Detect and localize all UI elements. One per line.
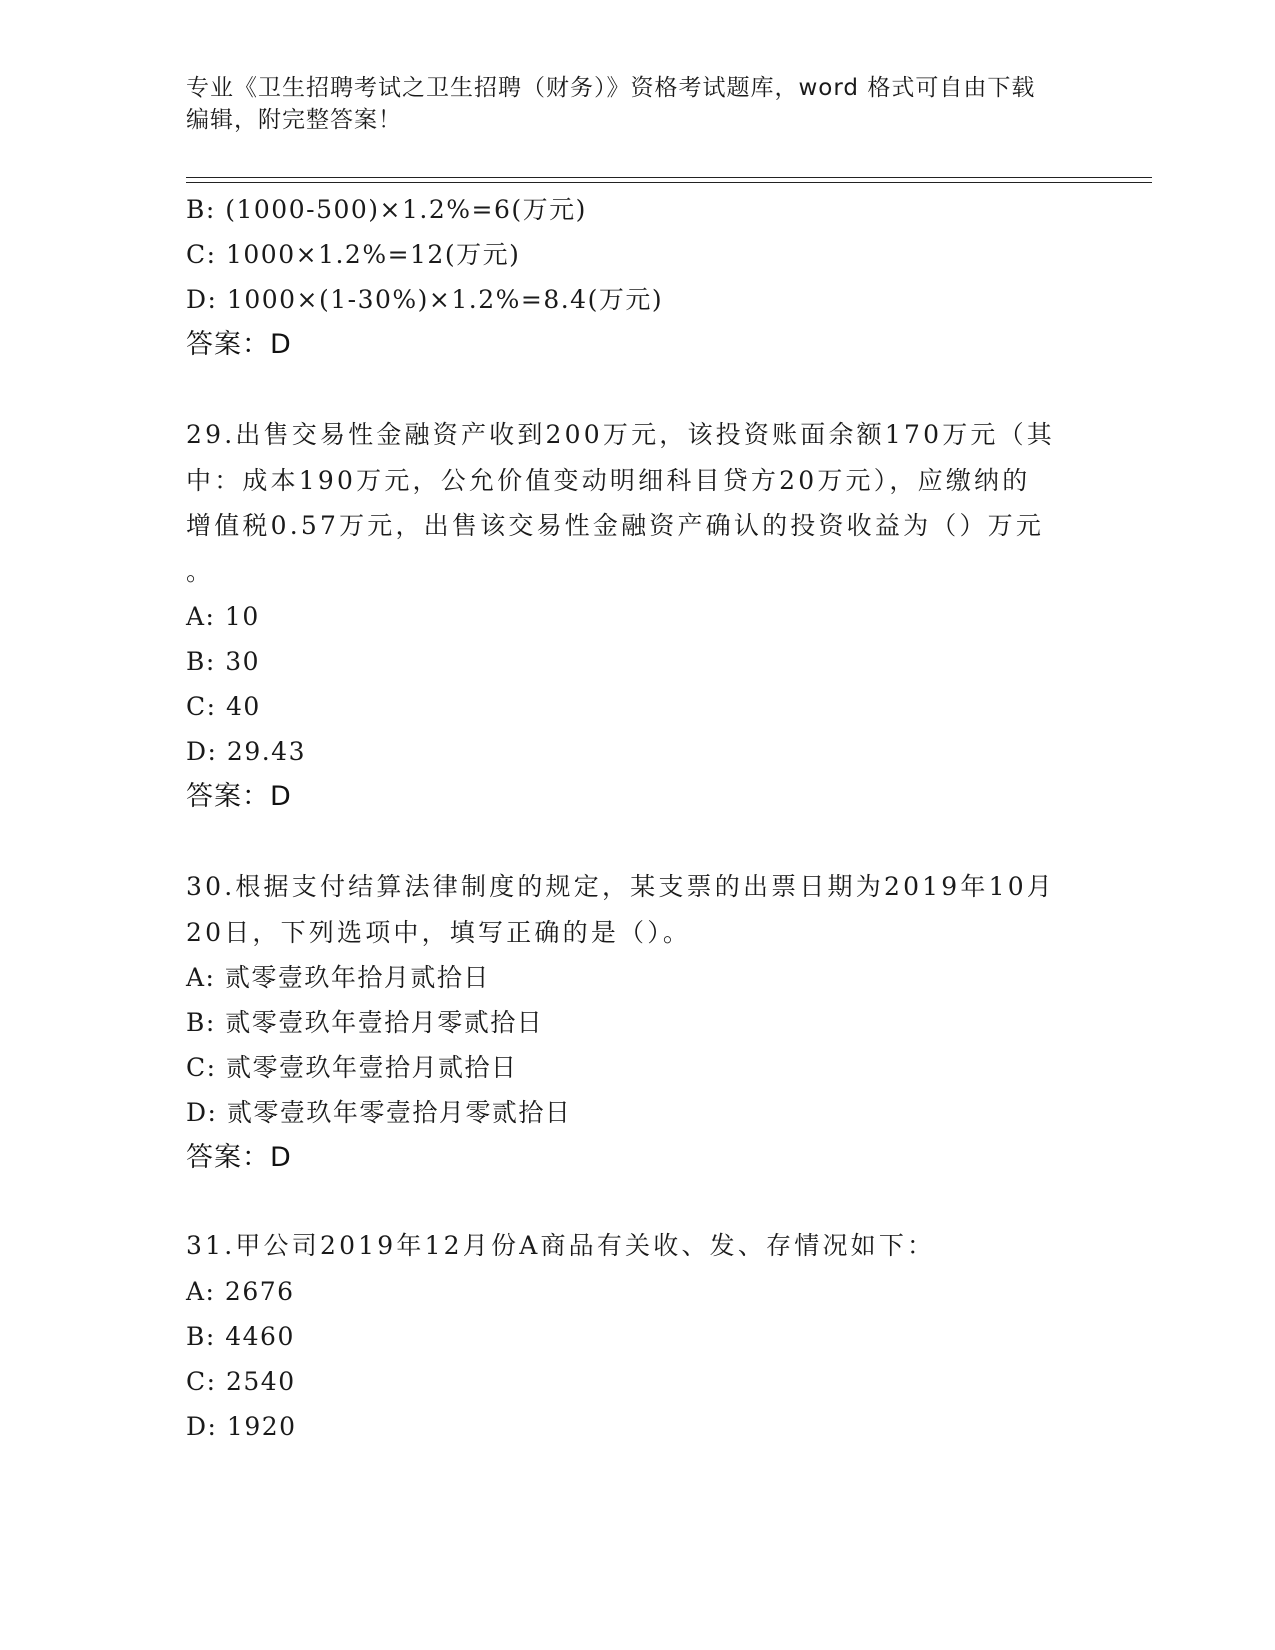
header-line-2: 编辑，附完整答案！ — [186, 107, 402, 133]
document-header — [186, 72, 1066, 136]
question-text-line: 。 — [186, 556, 215, 586]
question-text-line: 29.出售交易性金融资产收到200万元，该投资账面余额170万元（其 — [186, 420, 1055, 449]
option-d: D: 贰零壹玖年零壹拾月零贰拾日 — [186, 1098, 572, 1127]
option-c: C: 40 — [186, 692, 261, 721]
option-d: D: 29.43 — [186, 737, 306, 766]
question-text-line: 中：成本190万元，公允价值变动明细科目贷方20万元），应缴纳的 — [186, 465, 1031, 495]
answer: 答案：D — [186, 329, 292, 360]
spacer — [186, 1180, 1086, 1223]
option-a: A: 2676 — [186, 1276, 295, 1306]
option-b: B: 4460 — [186, 1321, 295, 1351]
option-a: A: 贰零壹玖年拾月贰拾日 — [186, 963, 490, 992]
question-text-line: 20日，下列选项中，填写正确的是（）。 — [186, 917, 692, 947]
question-28 — [186, 187, 1086, 367]
question-text-line: 30.根据支付结算法律制度的规定，某支票的出票日期为2019年10月 — [186, 872, 1055, 901]
question-29 — [186, 412, 1086, 819]
question-31 — [186, 1223, 1086, 1449]
option-d: D: 1000×(1-30%)×1.2%=8.4(万元) — [186, 285, 664, 314]
question-30 — [186, 864, 1086, 1180]
option-c: C: 2540 — [186, 1366, 296, 1396]
header-line-1: 专业《卫生招聘考试之卫生招聘（财务）》资格考试题库，word 格式可自由下载 — [186, 75, 1036, 101]
question-text-line: 31.甲公司2019年12月份A商品有关收、发、存情况如下： — [186, 1231, 936, 1260]
answer: 答案：D — [186, 781, 292, 812]
spacer — [186, 819, 1086, 864]
answer: 答案：D — [186, 1142, 292, 1173]
question-text-line: 增值税0.57万元，出售该交易性金融资产确认的投资收益为（）万元 — [186, 511, 1045, 540]
option-b: B: (1000-500)×1.2%=6(万元) — [186, 195, 587, 224]
spacer — [186, 367, 1086, 412]
option-c: C: 1000×1.2%=12(万元) — [186, 240, 521, 269]
header-divider-top — [186, 177, 1152, 178]
option-b: B: 贰零壹玖年壹拾月零贰拾日 — [186, 1008, 544, 1037]
option-c: C: 贰零壹玖年壹拾月贰拾日 — [186, 1053, 518, 1082]
option-d: D: 1920 — [186, 1411, 297, 1441]
header-divider-bottom — [186, 182, 1152, 183]
option-b: B: 30 — [186, 647, 261, 676]
option-a: A: 10 — [186, 602, 260, 631]
question-list — [186, 187, 1086, 1449]
